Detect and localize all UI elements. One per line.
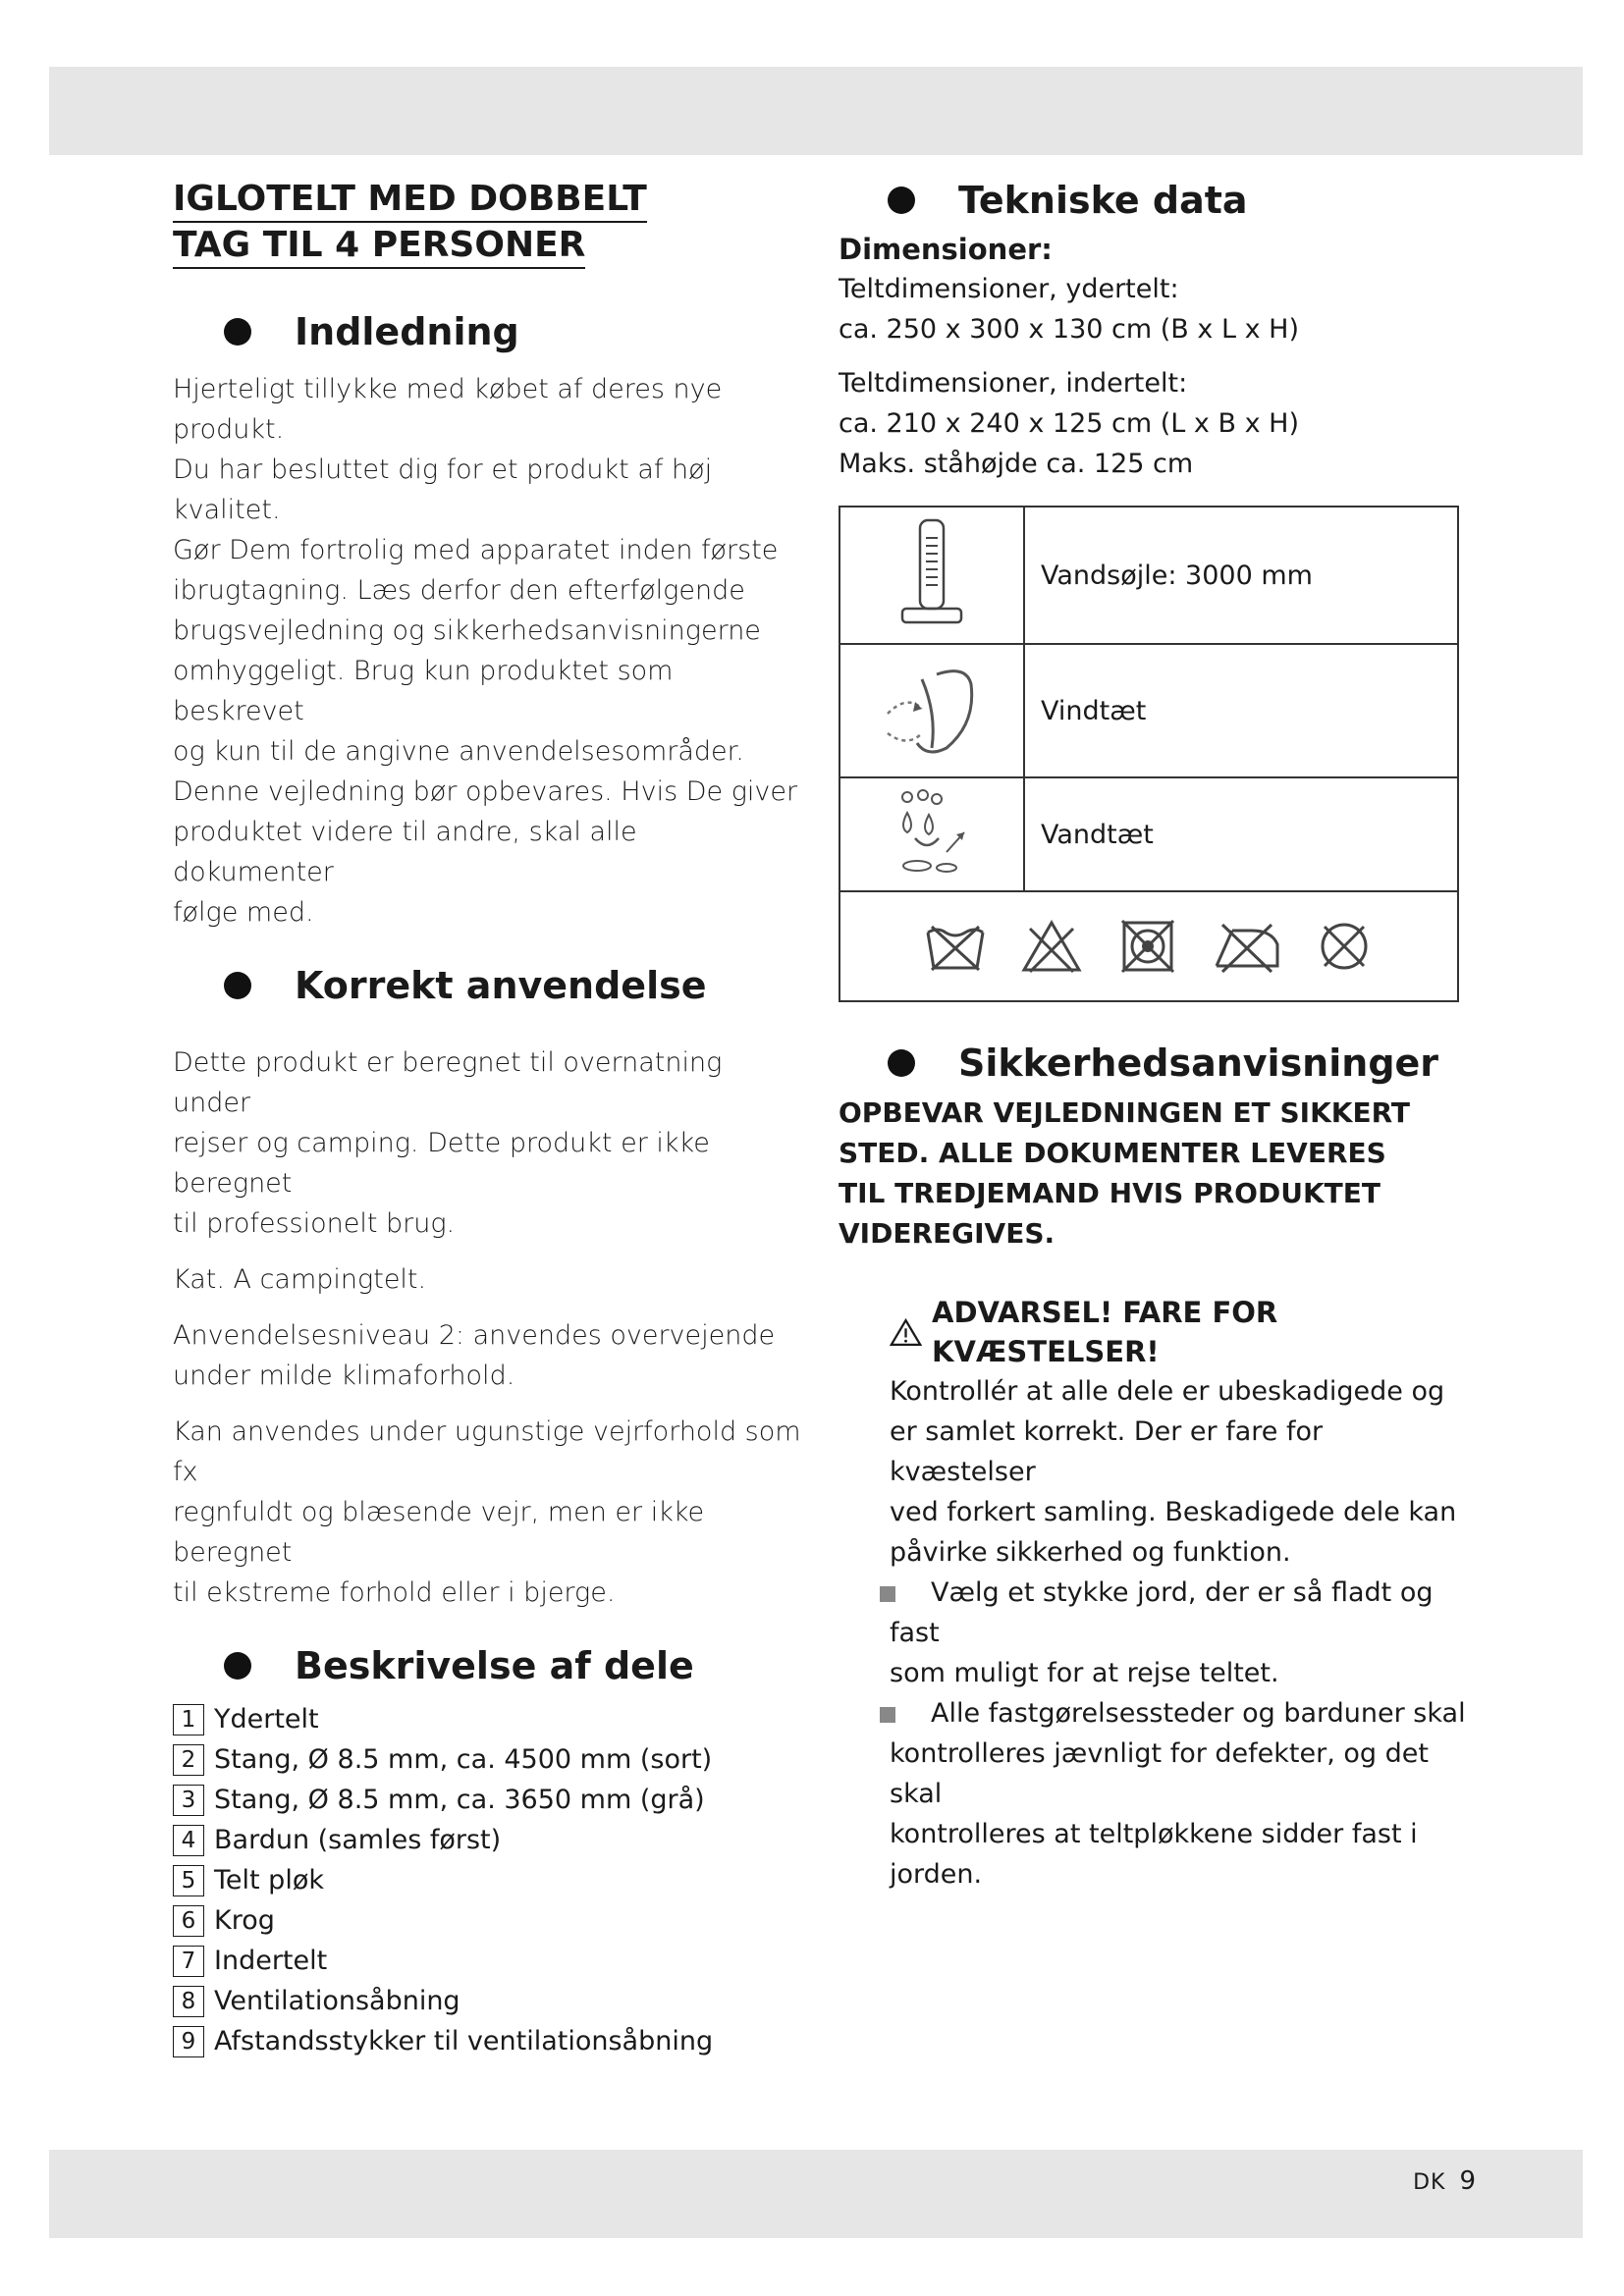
part-item: 6 Krog [173,1900,801,1941]
tech-heading: Tekniske data [839,177,1467,224]
water-column-icon [839,507,1024,644]
intro-text: Hjerteligt tillykke med købet af deres nye produkt. Du har besluttet dig for et produkt af høj kvalitet. Gør Dem fortrolig med apparatet inden første ibrugtagning. Læs derfor den efterfølgende brugsvejledning og sikkerhedsanvisningerne omhyggeligt. Brug kun produktet som beskrevet og kun til de angivne anvendelsesområder. Denne vejledning bør opbevares. Hvis De giver produktet videre til andre, skal alle dokumenter følge med. [173,374,798,928]
windproof-text: Vindtæt [1024,644,1458,777]
dimensions-label: Dimensioner: [839,233,1053,266]
care-symbols [839,891,1458,1001]
max-height: Maks. ståhøjde ca. 125 cm [839,449,1194,479]
table-row [839,891,1458,1001]
usage-paragraph-4: Kan anvendes under ugunstige vejrforhold som fx regnfuldt og blæsende vejr, men er ikke beregnet til ekstreme forhold eller i bjerge. [173,1416,801,1608]
warning-title: ADVARSEL! FARE FOR KVÆSTELSER! [890,1293,1467,1371]
usage-heading: Korrekt anvendelse [173,962,801,1009]
part-item: 3 Stang, Ø 8.5 mm, ca. 3650 mm (grå) [173,1780,801,1820]
outer-dimensions-value: ca. 250 x 300 x 130 cm (B x L x H) [839,314,1299,345]
table-row [839,644,1458,777]
bullet-dot-icon [224,318,251,346]
header-band [49,67,1583,155]
inner-dimensions-value: ca. 210 x 240 x 125 cm (L x B x H) [839,408,1299,439]
right-column [839,177,1467,1895]
table-row [839,507,1458,644]
do-not-iron-icon [1213,919,1281,974]
safety-bullet-1: Vælg et stykke jord, der er så fladt og fast [890,1573,1467,1653]
bullet-dot-icon [224,972,251,999]
warning-block: ADVARSEL! FARE FOR KVÆSTELSER! Kontrollér at alle dele er ubeskadigede og er samlet korrekt. Der er fare for kvæstelser ved forkert samling. Beskadigede dele kan påvirke sikkerhed og funktion. Vælg et stykke jord, der er så fladt og fast som muligt for at rejse teltet. Alle fastgørelsessteder og barduner skal kontrolleres jævnligt for defekter, og det skal kontrolleres at teltpløkkene sidder fast i jorden. [839,1293,1467,1895]
part-item: 5 Telt pløk [173,1860,801,1900]
part-item: 8 Ventilationsåbning [173,1981,801,2021]
waterproof-text: Vandtæt [1024,777,1458,891]
usage-paragraph-2: Kat. A campingtelt. [173,1264,427,1295]
warning-triangle-icon [890,1316,922,1348]
part-item: 7 Indertelt [173,1941,801,1981]
do-not-bleach-icon [1020,919,1083,974]
product-title: IGLOTELT MED DOBBELT TAG TIL 4 PERSONER [173,177,801,269]
safety-bullet-2: Alle fastgørelsessteder og barduner skal [890,1693,1467,1734]
part-item: 4 Bardun (samles først) [173,1820,801,1860]
safety-notice: OPBEVAR VEJLEDNINGEN ET SIKKERT STED. ALLE DOKUMENTER LEVERES TIL TREDJEMAND HVIS PRODUKTET VIDEREGIVES. [839,1096,1411,1250]
bullet-dot-icon [888,187,915,214]
tech-table [839,506,1459,1002]
part-item: 1 Ydertelt [173,1699,801,1739]
bullet-dot-icon [888,1049,915,1077]
do-not-tumble-dry-icon [1116,919,1179,974]
do-not-dry-clean-icon [1315,919,1374,974]
parts-list [173,1699,801,2061]
windproof-icon [839,644,1024,777]
left-column [173,177,801,2061]
footer-band [49,2150,1583,2238]
usage-paragraph-3: Anvendelsesniveau 2: anvendes overvejende under milde klimaforhold. [173,1320,776,1391]
intro-heading: Indledning [173,308,801,355]
do-not-wash-icon [924,919,987,974]
inner-dimensions-label: Teltdimensioner, indertelt: [839,368,1188,399]
square-bullet-icon [880,1707,895,1723]
water-column-text: Vandsøjle: 3000 mm [1024,507,1458,644]
part-item: 9 Afstandsstykker til ventilationsåbning [173,2021,801,2061]
usage-paragraph-1: Dette produkt er beregnet til overnatning under rejser og camping. Dette produkt er ikke beregnet til professionelt brug. [173,1047,723,1239]
parts-heading: Beskrivelse af dele [173,1642,801,1689]
safety-heading: Sikkerhedsanvisninger [839,1040,1467,1087]
bullet-dot-icon [224,1652,251,1680]
part-item: 2 Stang, Ø 8.5 mm, ca. 4500 mm (sort) [173,1739,801,1780]
table-row [839,777,1458,891]
page-number: DK 9 [1413,2166,1477,2196]
waterproof-icon [839,777,1024,891]
square-bullet-icon [880,1586,895,1602]
outer-dimensions-label: Teltdimensioner, ydertelt: [839,274,1179,304]
